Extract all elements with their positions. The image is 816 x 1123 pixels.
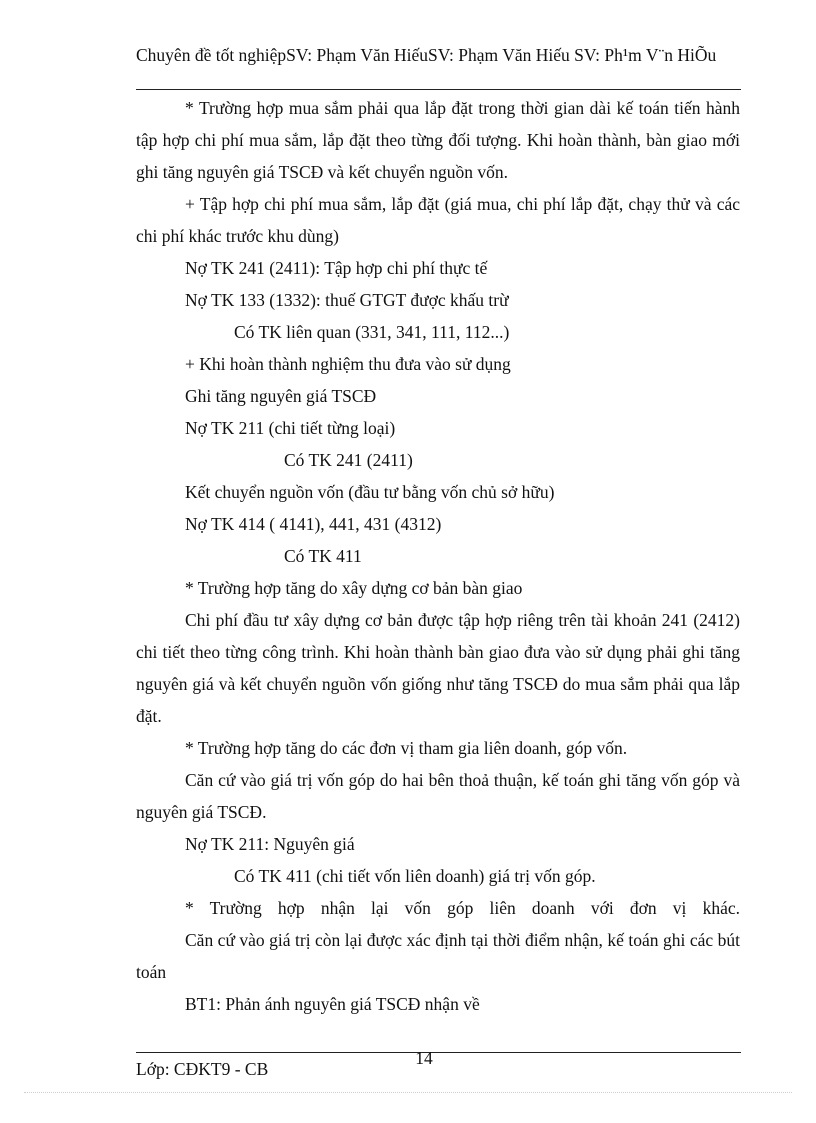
paragraph-purchase-installation: * Trường hợp mua sắm phải qua lắp đặt trong thời gian dài kế toán tiến hành tập hợp chi phí mua sắm, lắp đặt theo từng đối tượng. Khi hoàn thành, bàn giao mới ghi tăng nguyên giá TSCĐ và kết chuyển nguồn vốn. <box>136 98 740 182</box>
entry-credit-241: Có TK 241 (2411) <box>284 450 413 470</box>
header-title: Chuyên đề tốt nghiệpSV: Phạm Văn HiếuSV: Phạm Văn Hiếu SV: Ph¹m V¨n HiÕu <box>136 45 717 65</box>
paragraph-cost-aggregation: + Tập hợp chi phí mua sắm, lắp đặt (giá mua, chi phí lắp đặt, chạy thử và các chi phí khác trước khu dùng) <box>136 194 740 246</box>
entry-credit-411-jv: Có TK 411 (chi tiết vốn liên doanh) giá trị vốn góp. <box>234 866 596 886</box>
page-header <box>136 44 741 66</box>
entry-debit-211: Nợ TK 211 (chi tiết từng loại) <box>185 418 396 438</box>
entry-credit-related: Có TK liên quan (331, 341, 111, 112...) <box>234 322 510 342</box>
paragraph-transfer-capital: Kết chuyển nguồn vốn (đầu tư bằng vốn chủ sở hữu) <box>185 482 555 502</box>
paragraph-joint-venture: * Trường hợp tăng do các đơn vị tham gia liên doanh, góp vốn. <box>185 738 628 758</box>
paragraph-construction-cost: Chi phí đầu tư xây dựng cơ bản được tập hợp riêng trên tài khoản 241 (2412) chi tiết theo từng công trình. Khi hoàn thành bàn giao đưa vào sử dụng phải ghi tăng nguyên giá và kết chuyển nguồn vốn giống như tăng TSCĐ do mua sắm phải qua lắp đặt. <box>136 610 740 726</box>
entry-debit-133: Nợ TK 133 (1332): thuế GTGT được khấu trừ <box>185 290 509 310</box>
page-bottom-edge <box>24 1092 792 1093</box>
entry-debit-211-original-cost: Nợ TK 211: Nguyên giá <box>185 834 355 854</box>
paragraph-capital-contribution: Căn cứ vào giá trị vốn góp do hai bên thoả thuận, kế toán ghi tăng vốn góp và nguyên giá TSCĐ. <box>136 770 740 822</box>
paragraph-record-increase: Ghi tăng nguyên giá TSCĐ <box>185 386 377 406</box>
paragraph-receive-capital: * Trường hợp nhận lại vốn góp liên doanh với đơn vị khác. <box>185 898 740 918</box>
entry-debit-241: Nợ TK 241 (2411): Tập hợp chi phí thực tế <box>185 258 488 278</box>
paragraph-residual-value: Căn cứ vào giá trị còn lại được xác định tại thời điểm nhận, kế toán ghi các bút toán <box>136 930 740 982</box>
page-number: 14 <box>415 1048 433 1068</box>
footer-class-label: Lớp: CĐKT9 - CB <box>136 1059 269 1079</box>
entry-credit-411: Có TK 411 <box>284 546 362 566</box>
entry-debit-414: Nợ TK 414 ( 4141), 441, 431 (4312) <box>185 514 442 534</box>
document-body <box>136 92 740 1020</box>
paragraph-completion: + Khi hoàn thành nghiệm thu đưa vào sử dụng <box>185 354 511 374</box>
paragraph-construction-handover: * Trường hợp tăng do xây dựng cơ bản bàn giao <box>185 578 523 598</box>
paragraph-bt1: BT1: Phản ánh nguyên giá TSCĐ nhận về <box>185 994 480 1014</box>
header-divider <box>136 89 741 90</box>
